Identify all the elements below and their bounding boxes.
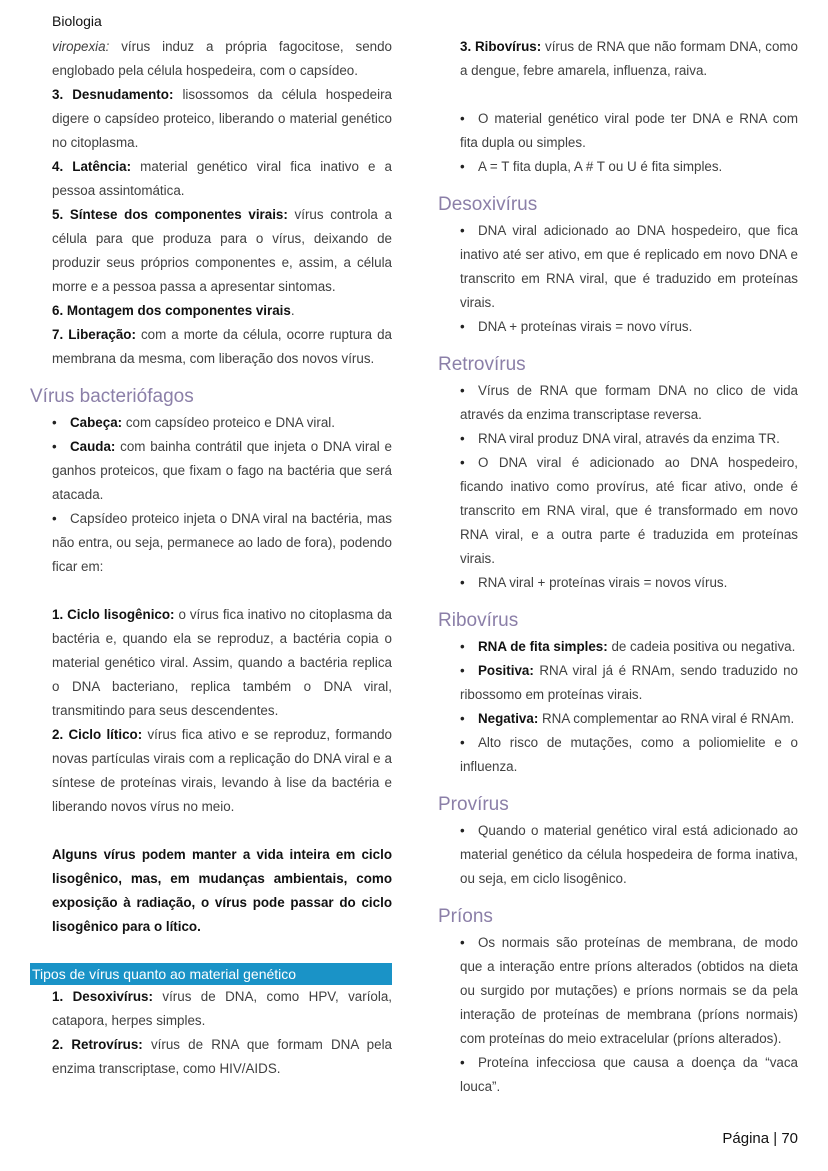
- bullet: • O material genético viral pode ter DNA e RNA com fita dupla ou simples.: [460, 107, 798, 155]
- bullet: • RNA de fita simples: de cadeia positiva ou negativa.: [460, 635, 798, 659]
- section-heading: Vírus bacteriófagos: [30, 386, 194, 407]
- bullet: • Capsídeo proteico injeta o DNA viral na bactéria, mas não entra, ou seja, permanece ao lado de fora), podendo ficar em:: [52, 507, 392, 579]
- bullet: • Cauda: com bainha contrátil que injeta o DNA viral e ganhos proteicos, que fixam o fago na bactéria que será atacada.: [52, 435, 392, 507]
- subject-header: Biologia: [52, 13, 102, 29]
- bullet: • Negativa: RNA complementar ao RNA viral é RNAm.: [460, 707, 798, 731]
- right-column: [438, 35, 798, 1099]
- bullet: • O DNA viral é adicionado ao DNA hospedeiro, ficando inativo como provírus, até ficar ativo, onde é transcrito em RNA viral, que é transformado em novo RNA viral, e a outra parte é traduzida em proteínas virais.: [460, 451, 798, 571]
- section-heading: Desoxivírus: [438, 194, 538, 215]
- bullet: • Cabeça: com capsídeo proteico e DNA viral.: [52, 411, 392, 435]
- bullet: • DNA + proteínas virais = novo vírus.: [460, 315, 798, 339]
- bullet: • Positiva: RNA viral já é RNAm, sendo traduzido no ribossomo em proteínas virais.: [460, 659, 798, 707]
- bullet: • Os normais são proteínas de membrana, de modo que a interação entre príons alterados (obtidos na dieta ou surgido por mutações) e príons normais se da pela interação de proteínas de membrana (príons normais) com proteínas do meio extracelular (príons alterados).: [460, 931, 798, 1051]
- paragraph: 7. Liberação: com a morte da célula, ocorre ruptura da membrana da mesma, com liberação dos novos vírus.: [52, 327, 392, 366]
- paragraph: 5. Síntese dos componentes virais: vírus controla a célula para que produza para o vírus, deixando de produzir seus próprios componentes e, assim, a célula morre e a pessoa passa a apresentar sintomas.: [52, 207, 392, 294]
- section-heading: Príons: [438, 906, 493, 927]
- bullet: • Quando o material genético viral está adicionado ao material genético da célula hospedeira de forma inativa, ou seja, em ciclo lisogênico.: [460, 819, 798, 891]
- paragraph: 1. Ciclo lisogênico: o vírus fica inativo no citoplasma da bactéria e, quando ela se reproduz, a bactéria copia o material genético viral. Assim, quando a bactéria replica o DNA bacteriano, replica também o DNA viral, transmitindo para seus descendentes.: [52, 607, 392, 718]
- bullet: • A = T fita dupla, A # T ou U é fita simples.: [460, 155, 798, 179]
- paragraph: 4. Latência: material genético viral fica inativo e a pessoa assintomática.: [52, 159, 392, 198]
- paragraph: 1. Desoxivírus: vírus de DNA, como HPV, varíola, catapora, herpes simples.: [52, 989, 393, 1028]
- section-heading: Retrovírus: [438, 354, 526, 375]
- paragraph: 3. Ribovírus: vírus de RNA que não formam DNA, como a dengue, febre amarela, influenza, raiva.: [460, 39, 798, 78]
- section-bar: Tipos de vírus quanto ao material genético: [30, 963, 392, 985]
- bullet: • DNA viral adicionado ao DNA hospedeiro, que fica inativo até ser ativo, em que é replicado em novo DNA e transcrito em RNA viral, que é traduzido em proteínas virais.: [460, 219, 798, 315]
- paragraph: viropexia: vírus induz a própria fagocitose, sendo englobado pela célula hospedeira, com o capsídeo.: [52, 39, 392, 78]
- note: Alguns vírus podem manter a vida inteira em ciclo lisogênico, mas, em mudanças ambientais, como exposição à radiação, o vírus pode passar do ciclo lisogênico para o lítico.: [52, 847, 392, 934]
- bullet: • Proteína infecciosa que causa a doença da “vaca louca”.: [460, 1051, 798, 1099]
- left-column: [30, 35, 392, 1081]
- page-number: Página | 70: [722, 1130, 798, 1147]
- section-heading: Ribovírus: [438, 610, 519, 631]
- paragraph: 2. Ciclo lítico: vírus fica ativo e se reproduz, formando novas partículas virais com a replicação do DNA viral e a síntese de proteínas virais, levando à lise da bactéria e liberando novos vírus no meio.: [52, 727, 392, 814]
- paragraph: 6. Montagem dos componentes virais.: [52, 303, 295, 318]
- paragraph: 3. Desnudamento: lisossomos da célula hospedeira digere o capsídeo proteico, liberando o material genético no citoplasma.: [52, 87, 392, 150]
- bullet: • RNA viral produz DNA viral, através da enzima TR.: [460, 427, 798, 451]
- bullet: • Vírus de RNA que formam DNA no clico de vida através da enzima transcriptase reversa.: [460, 379, 798, 427]
- bullet: • Alto risco de mutações, como a poliomielite e o influenza.: [460, 731, 798, 779]
- paragraph: 2. Retrovírus: vírus de RNA que formam DNA pela enzima transcriptase, como HIV/AIDS.: [52, 1037, 393, 1076]
- bullet: • RNA viral + proteínas virais = novos vírus.: [460, 571, 798, 595]
- section-heading: Provírus: [438, 794, 509, 815]
